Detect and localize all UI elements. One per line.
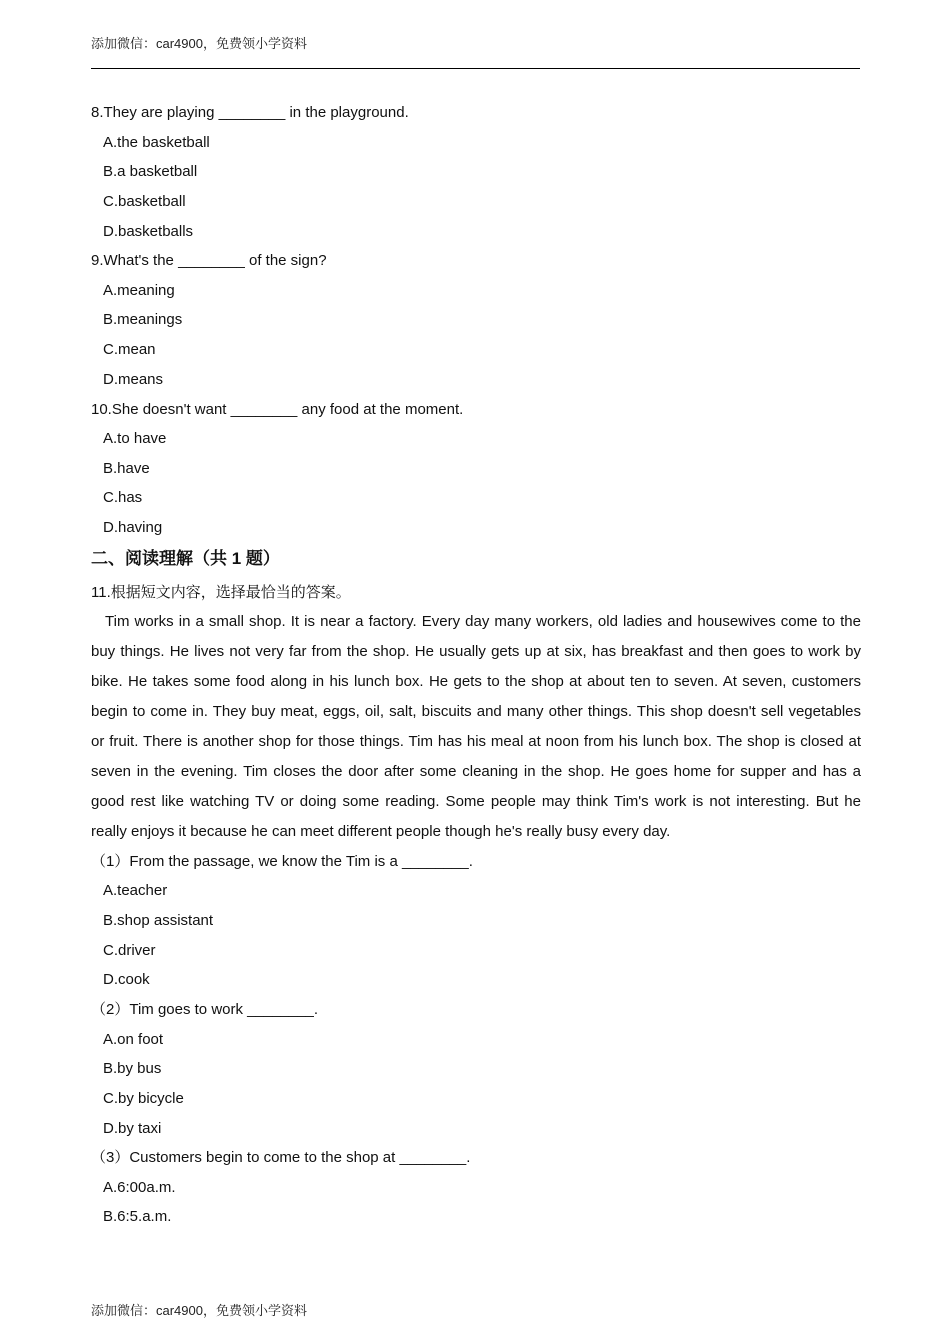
option-a: A.to have bbox=[103, 430, 167, 447]
subquestion-stem: （3）Customers begin to come to the shop at ________. bbox=[91, 1149, 471, 1167]
option-b: B.meanings bbox=[103, 311, 183, 329]
section-title-reading: 二、阅读理解（共 1 题） bbox=[91, 548, 280, 568]
footer-note: 添加微信：car4900，免费领小学资料 bbox=[91, 1303, 307, 1318]
question-11 bbox=[91, 578, 861, 1232]
question-stem: 10.She doesn't want ________ any food at the moment. bbox=[91, 400, 464, 418]
option-b: B.have bbox=[103, 459, 150, 477]
question-8 bbox=[91, 98, 861, 246]
option-c: C.has bbox=[103, 489, 143, 507]
subquestion-2 bbox=[91, 995, 861, 1143]
question-stem: 9.What's the ________ of the sign? bbox=[91, 252, 327, 270]
option-c: C.basketball bbox=[103, 192, 186, 210]
option-b: B.6:5.a.m. bbox=[103, 1208, 172, 1226]
option-a: A.teacher bbox=[103, 882, 168, 900]
question-10 bbox=[91, 395, 861, 543]
subquestion-1 bbox=[91, 847, 861, 995]
option-a: A.the basketball bbox=[103, 133, 210, 151]
option-d: D.cook bbox=[103, 971, 150, 989]
question-stem: 8.They are playing ________ in the playground. bbox=[91, 104, 409, 121]
option-a: A.meaning bbox=[103, 281, 175, 299]
header-divider bbox=[91, 68, 860, 69]
option-b: B.by bus bbox=[103, 1060, 162, 1078]
option-c: C.driver bbox=[103, 941, 156, 959]
reading-passage: Tim works in a small shop. It is near a factory. Every day many workers, old ladies and housewives come to the buy things. He lives not very far from the shop. He usually gets up at six, has breakfast and then goes to work by bike. He takes some food along in his lunch box. He gets to the shop at about ten to seven. At seven, customers begin to come in. They buy meat, eggs, oil, salt, biscuits and many other things. This shop doesn't sell vegetables or fruit. There is another shop for those things. Tim has his meal at noon from his lunch box. The shop is closed at seven in the evening. Tim closes the door after some cleaning in the shop. He goes home for supper and has a good rest like watching TV or doing some reading. Some people may think Tim's work is not interesting. But he really enjoys it because he can meet different people though he's really busy every day. bbox=[91, 612, 861, 840]
option-c: C.by bicycle bbox=[103, 1089, 184, 1107]
worksheet-content bbox=[91, 98, 861, 1232]
option-d: D.means bbox=[103, 370, 164, 388]
question-stem: 11.根据短文内容，选择最恰当的答案。 bbox=[91, 583, 351, 601]
subquestion-3 bbox=[91, 1143, 861, 1232]
question-9 bbox=[91, 246, 861, 394]
option-d: D.by taxi bbox=[103, 1119, 162, 1137]
header-note: 添加微信：car4900，免费领小学资料 bbox=[91, 36, 307, 51]
option-b: B.shop assistant bbox=[103, 911, 214, 929]
option-d: D.basketballs bbox=[103, 222, 194, 240]
subquestion-stem: （2）Tim goes to work ________. bbox=[91, 1001, 319, 1018]
option-d: D.having bbox=[103, 519, 163, 537]
option-a: A.6:00a.m. bbox=[103, 1178, 176, 1196]
subquestion-stem: （1）From the passage, we know the Tim is a ________. bbox=[91, 852, 473, 870]
option-c: C.mean bbox=[103, 341, 156, 359]
option-a: A.on foot bbox=[103, 1030, 164, 1048]
option-b: B.a basketball bbox=[103, 163, 198, 181]
